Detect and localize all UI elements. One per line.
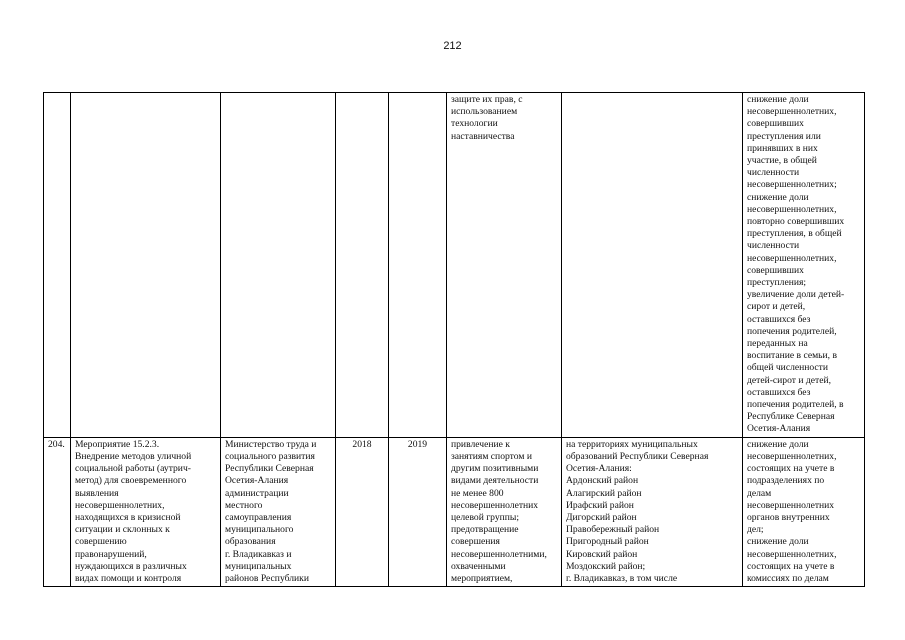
table-row <box>44 437 865 586</box>
indicator-cell: снижение доли несовершеннолетних, состоящих на учете в подразделениях по делам несовершеннолетних органов внутренних дел; снижение доли несовершеннолетних, состоящих на учете в комиссиях по делам <box>743 437 865 586</box>
expected-result-cell: привлечение к занятиям спортом и другим позитивными видами деятельности не менее 800 несовершеннолетних целевой группы; предотвращение совершения несовершеннолетними, охваченными мероприятием, <box>447 437 562 586</box>
activity-cell <box>71 93 221 438</box>
row-number: 204. <box>44 437 71 586</box>
table-row <box>44 93 865 438</box>
executor-cell: Министерство труда и социального развития Республики Северная Осетия-Алания администрации местного самоуправления муниципального образования г. Владикавказ и муниципальных районов Республики <box>221 437 336 586</box>
indicator-cell: снижение доли несовершеннолетних, совершивших преступления или принявших в них участие, в общей численности несовершеннолетних; снижение доли несовершеннолетних, повторно совершивших преступления, в общей численности несовершеннолетних, совершивших преступления; увеличение доли детей- сирот и детей, оставшихся без попечения родителей, переданных на воспитание в семьи, в общей численности детей-сирот и детей, оставшихся без попечения родителей, в Республике Северная Осетия-Алания <box>743 93 865 438</box>
program-activities-table <box>43 92 865 587</box>
expected-result-cell: защите их прав, с использованием технологии наставничества <box>447 93 562 438</box>
page-number: 212 <box>443 40 462 52</box>
end-year-cell: 2019 <box>389 437 447 586</box>
row-number <box>44 93 71 438</box>
territory-cell <box>562 93 743 438</box>
start-year-cell: 2018 <box>336 437 389 586</box>
activity-cell: Мероприятие 15.2.3. Внедрение методов уличной социальной работы (аутрич- метод) для своевременного выявления несовершеннолетних, находящихся в кризисной ситуации и склонных к совершению правонарушений, нуждающихся в различных видах помощи и контроля <box>71 437 221 586</box>
territory-cell: на территориях муниципальных образований Республики Северная Осетия-Алания: Ардонский район Алагирский район Ирафский район Дигорский район Правобережный район Пригородный район Кировский район Моздокский район; г. Владикавказ, в том числе <box>562 437 743 586</box>
start-year-cell <box>336 93 389 438</box>
executor-cell <box>221 93 336 438</box>
end-year-cell <box>389 93 447 438</box>
